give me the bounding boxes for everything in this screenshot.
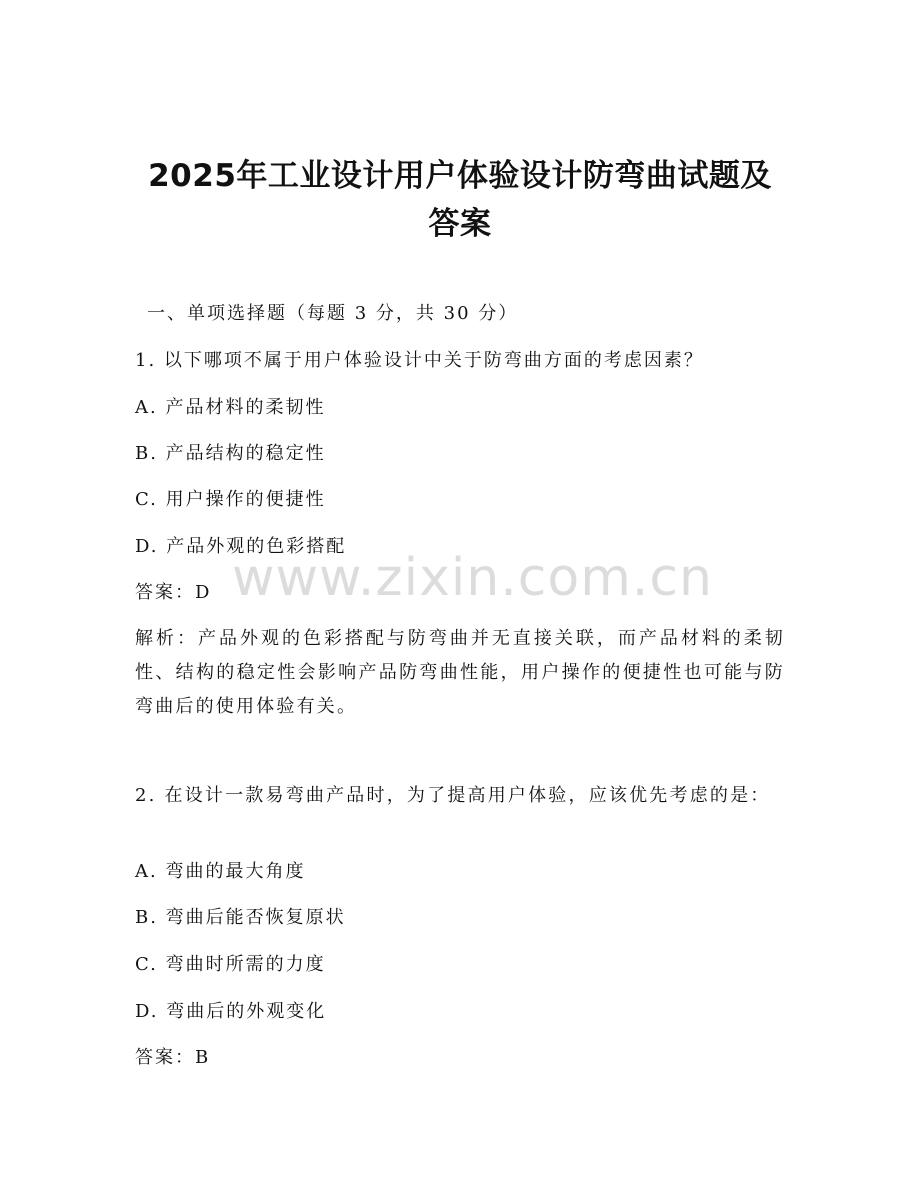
question-2-option-a: A. 弯曲的最大角度 <box>135 861 306 882</box>
question-1-answer: 答案：D <box>135 582 212 603</box>
question-1-analysis: 解析：产品外观的色彩搭配与防弯曲并无直接关联，而产品材料的柔韧性、结构的稳定性会影响产品防弯曲性能，用户操作的便捷性也可能与防弯曲后的使用体验有关。 <box>135 628 785 717</box>
question-2-option-b: B. 弯曲后能否恢复原状 <box>135 907 346 928</box>
document-title <box>100 152 820 248</box>
question-2-option-d: D. 弯曲后的外观变化 <box>135 1001 327 1022</box>
document-title-line-2: 答案 <box>428 206 492 242</box>
watermark-text: www.zixin.com.cn <box>232 548 713 608</box>
section-heading: 一、单项选择题（每题 3 分，共 30 分） <box>147 303 519 324</box>
question-1-option-d: D. 产品外观的色彩搭配 <box>135 536 347 557</box>
question-2-answer: 答案：B <box>135 1047 211 1068</box>
question-2-option-c: C. 弯曲时所需的力度 <box>135 954 326 975</box>
document-title-line-1: 2025年工业设计用户体验设计防弯曲试题及 <box>148 158 772 194</box>
question-1-option-b: B. 产品结构的稳定性 <box>135 443 326 464</box>
question-1-option-c: C. 用户操作的便捷性 <box>135 489 326 510</box>
question-2-stem: 2. 在设计一款易弯曲产品时，为了提高用户体验，应该优先考虑的是： <box>135 785 771 806</box>
question-1-stem: 1. 以下哪项不属于用户体验设计中关于防弯曲方面的考虑因素？ <box>135 350 704 371</box>
question-1-option-a: A. 产品材料的柔韧性 <box>135 397 326 418</box>
